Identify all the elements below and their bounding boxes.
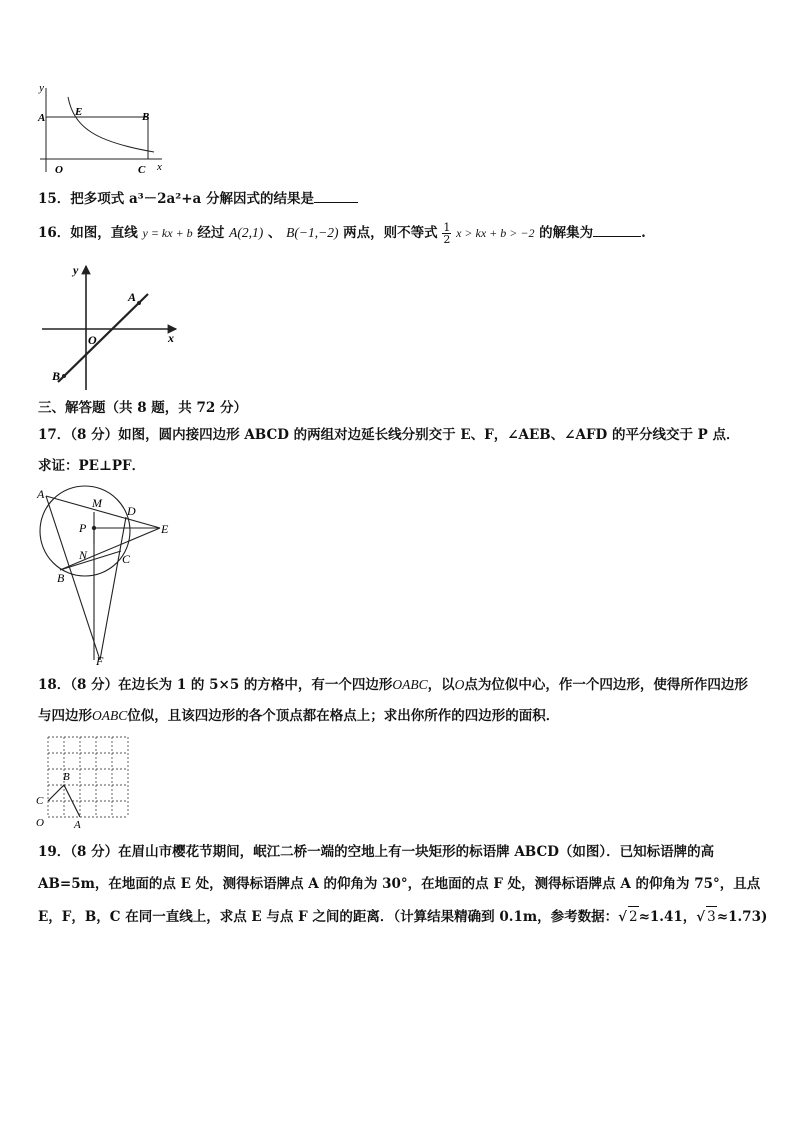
sqrt-symbol: √ bbox=[618, 909, 627, 925]
label-N: N bbox=[79, 548, 88, 562]
two-points-text: 两点，则不等式 bbox=[343, 225, 438, 241]
point-P-dot bbox=[92, 526, 96, 530]
label-O: O bbox=[55, 164, 63, 176]
figure-linear-function-graph bbox=[40, 262, 180, 392]
figure-cyclic-quadrilateral bbox=[30, 484, 180, 666]
line-AF bbox=[46, 496, 100, 660]
question-19-line2: AB=5m，在地面的点 E 处，测得标语牌点 A 的仰角为 30°，在地面的点 F 处，测得标语牌点 A 的仰角为 75°，且点 bbox=[38, 876, 761, 892]
label-A: A bbox=[37, 487, 45, 501]
label-A: A bbox=[38, 112, 46, 124]
question-18-prefix: 18．（8 分）在边长为 1 的 5×5 的方格中，有一个四边形 bbox=[38, 677, 393, 693]
label-x: x bbox=[168, 331, 174, 345]
point-A: A(2,1) bbox=[229, 225, 264, 240]
label-A: A bbox=[128, 290, 137, 304]
question-17-prove: 求证：PE⊥PF． bbox=[38, 458, 146, 474]
answer-blank-15[interactable] bbox=[314, 188, 358, 203]
label-M: M bbox=[92, 496, 102, 510]
question-19-line3 bbox=[38, 906, 767, 927]
line-AE bbox=[46, 496, 160, 528]
label-E: E bbox=[161, 522, 169, 536]
section-heading: 三、解答题（共 8 题，共 72 分） bbox=[38, 400, 247, 416]
question-19-line1: 19．（8 分）在眉山市樱花节期间，岷江二桥一端的空地上有一块矩形的标语牌 ABCD（如图）．已知标语牌的高 bbox=[38, 844, 715, 860]
label-A: A bbox=[74, 819, 81, 830]
question-18-line2-suffix: 位似，且该四边形的各个顶点都在格点上；求出你所作的四边形的面积． bbox=[127, 708, 560, 724]
label-C: C bbox=[138, 164, 146, 176]
label-O: O bbox=[88, 333, 97, 347]
pass-text: 经过 bbox=[197, 225, 225, 241]
label-x: x bbox=[157, 161, 162, 173]
question-16-suffix: 的解集为 bbox=[539, 225, 594, 241]
question-18-line2 bbox=[38, 706, 559, 726]
figure-grid-quadrilateral bbox=[34, 734, 134, 830]
label-E: E bbox=[75, 106, 83, 118]
question-16-prefix: 16．如图，直线 bbox=[38, 225, 138, 241]
line-equation: y = kx + b bbox=[142, 226, 193, 240]
label-D: D bbox=[127, 504, 136, 518]
point-B-dot bbox=[62, 374, 66, 378]
question-19-line3-prefix: E，F，B，C 在同一直线上，求点 E 与点 F 之间的距离．（计算结果精确到 0.1m，参考数据： bbox=[38, 909, 619, 925]
shape-name: OABC bbox=[392, 677, 428, 692]
answer-blank-16[interactable] bbox=[593, 222, 641, 237]
question-18-line2-prefix: 与四边形 bbox=[38, 708, 92, 724]
approx-1: ≈1.41， bbox=[638, 909, 697, 925]
label-y: y bbox=[73, 263, 79, 277]
question-16 bbox=[38, 222, 646, 245]
question-18-line1 bbox=[38, 675, 748, 695]
sqrt-2: 2 bbox=[628, 906, 639, 927]
label-O: O bbox=[36, 817, 44, 829]
fraction-one-half bbox=[442, 222, 451, 245]
question-15-text: 15．把多项式 a³－2a²+a 分解因式的结果是 bbox=[38, 191, 314, 207]
question-15 bbox=[38, 188, 358, 209]
shape-name-2: OABC bbox=[92, 708, 128, 723]
line-BE bbox=[60, 528, 160, 570]
point-B: B(−1,−2) bbox=[286, 225, 339, 240]
question-18-mid: ，以 bbox=[427, 677, 455, 693]
question-18-suffix: 点为位似中心，作一个四边形，使得所作四边形 bbox=[464, 677, 748, 693]
center-point: O bbox=[454, 677, 465, 692]
label-F: F bbox=[96, 654, 104, 666]
label-C: C bbox=[36, 795, 44, 807]
label-P: P bbox=[79, 521, 87, 535]
label-B: B bbox=[142, 111, 150, 123]
figure-inverse-function-graph bbox=[36, 82, 170, 176]
line-AB bbox=[58, 294, 148, 382]
label-B: B bbox=[57, 571, 65, 585]
separator: 、 bbox=[267, 225, 282, 241]
line-DF bbox=[100, 517, 126, 660]
inequality: x > kx + b > −2 bbox=[456, 226, 535, 240]
sqrt-3: 3 bbox=[706, 906, 717, 927]
label-C: C bbox=[122, 552, 131, 566]
approx-2: ≈1.73) bbox=[716, 909, 768, 925]
label-B: B bbox=[63, 771, 70, 783]
label-B: B bbox=[52, 369, 61, 383]
question-17: 17．（8 分）如图，圆内接四边形 ABCD 的两组对边延长线分别交于 E、F，∠AEB、∠AFD 的平分线交于 P 点． bbox=[38, 427, 740, 443]
point-A-dot bbox=[137, 301, 141, 305]
fraction-denominator: 2 bbox=[443, 233, 451, 246]
sqrt-symbol-2: √ bbox=[696, 909, 706, 925]
label-y: y bbox=[39, 82, 44, 94]
fraction-numerator: 1 bbox=[443, 221, 451, 234]
question-16-end: . bbox=[641, 225, 646, 241]
